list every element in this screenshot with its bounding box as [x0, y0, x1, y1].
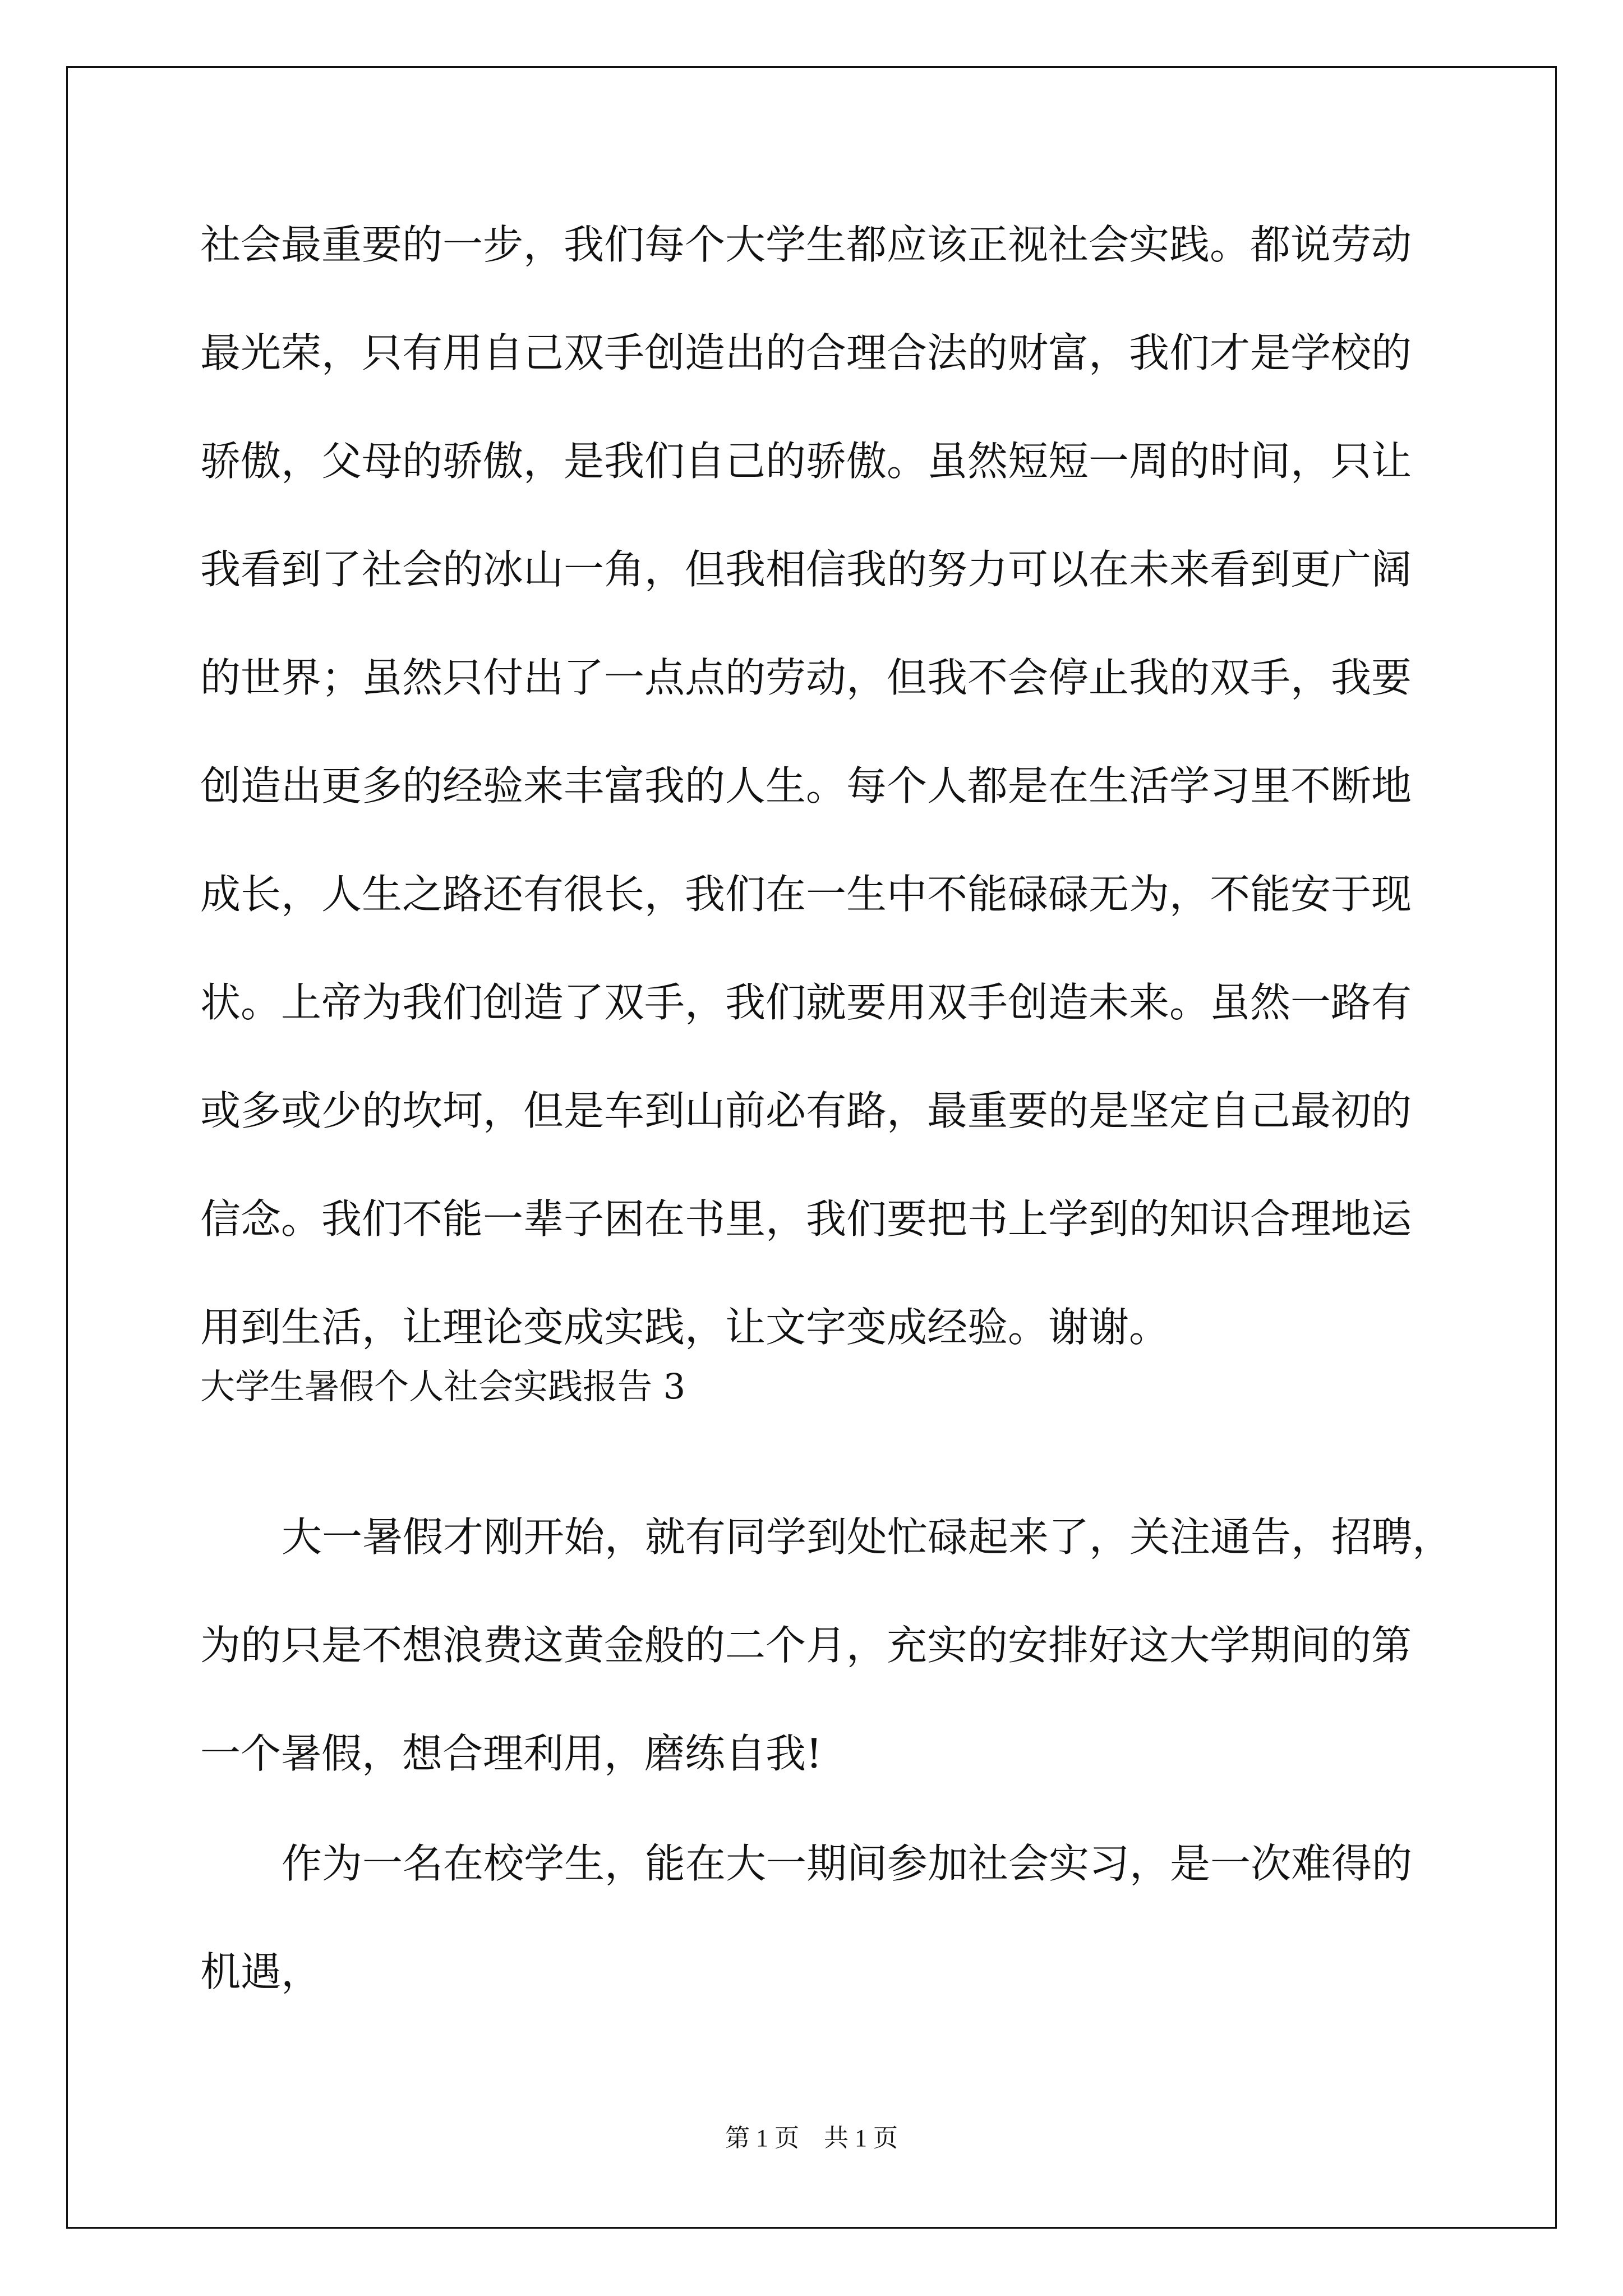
body-line: 创造出更多的经验来丰富我的人生。每个人都是在生活学习里不断地: [200, 762, 1412, 809]
body-line: 一个暑假，想合理利用，磨练自我!: [200, 1730, 822, 1777]
body-line: 成长，人生之路还有很长，我们在一生中不能碌碌无为，不能安于现: [200, 871, 1412, 918]
body-line: 骄傲，父母的骄傲，是我们自己的骄傲。虽然短短一周的时间，只让: [200, 438, 1412, 485]
page-border: [66, 66, 1557, 2229]
body-line: 我看到了社会的冰山一角，但我相信我的努力可以在未来看到更广阔: [200, 546, 1412, 593]
body-line: 的世界；虽然只付出了一点点的劳动，但我不会停止我的双手，我要: [200, 654, 1412, 701]
body-line: 用到生活，让理论变成实践，让文字变成经验。谢谢。: [200, 1304, 1170, 1351]
body-line: 或多或少的坎坷，但是车到山前必有路，最重要的是坚定自己最初的: [200, 1087, 1412, 1134]
body-line: 最光荣，只有用自己双手创造出的合理合法的财富，我们才是学校的: [200, 329, 1412, 376]
page-number-footer: 第 1 页 共 1 页: [725, 2124, 898, 2152]
body-line: 状。上帝为我们创造了双手，我们就要用双手创造未来。虽然一路有: [200, 979, 1412, 1026]
body-line: 信念。我们不能一辈子困在书里，我们要把书上学到的知识合理地运: [200, 1195, 1412, 1243]
body-line: 作为一名在校学生，能在大一期间参加社会实习，是一次难得的: [282, 1840, 1413, 1887]
section-heading: 大学生暑假个人社会实践报告 3: [200, 1366, 686, 1407]
body-line: 社会最重要的一步，我们每个大学生都应该正视社会实践。都说劳动: [200, 221, 1412, 268]
body-line: 为的只是不想浪费这黄金般的二个月，充实的安排好这大学期间的第: [200, 1622, 1412, 1669]
body-line: 大一暑假才刚开始，就有同学到处忙碌起来了，关注通告，招聘，: [282, 1513, 1453, 1561]
body-line: 机遇，: [200, 1948, 322, 1995]
